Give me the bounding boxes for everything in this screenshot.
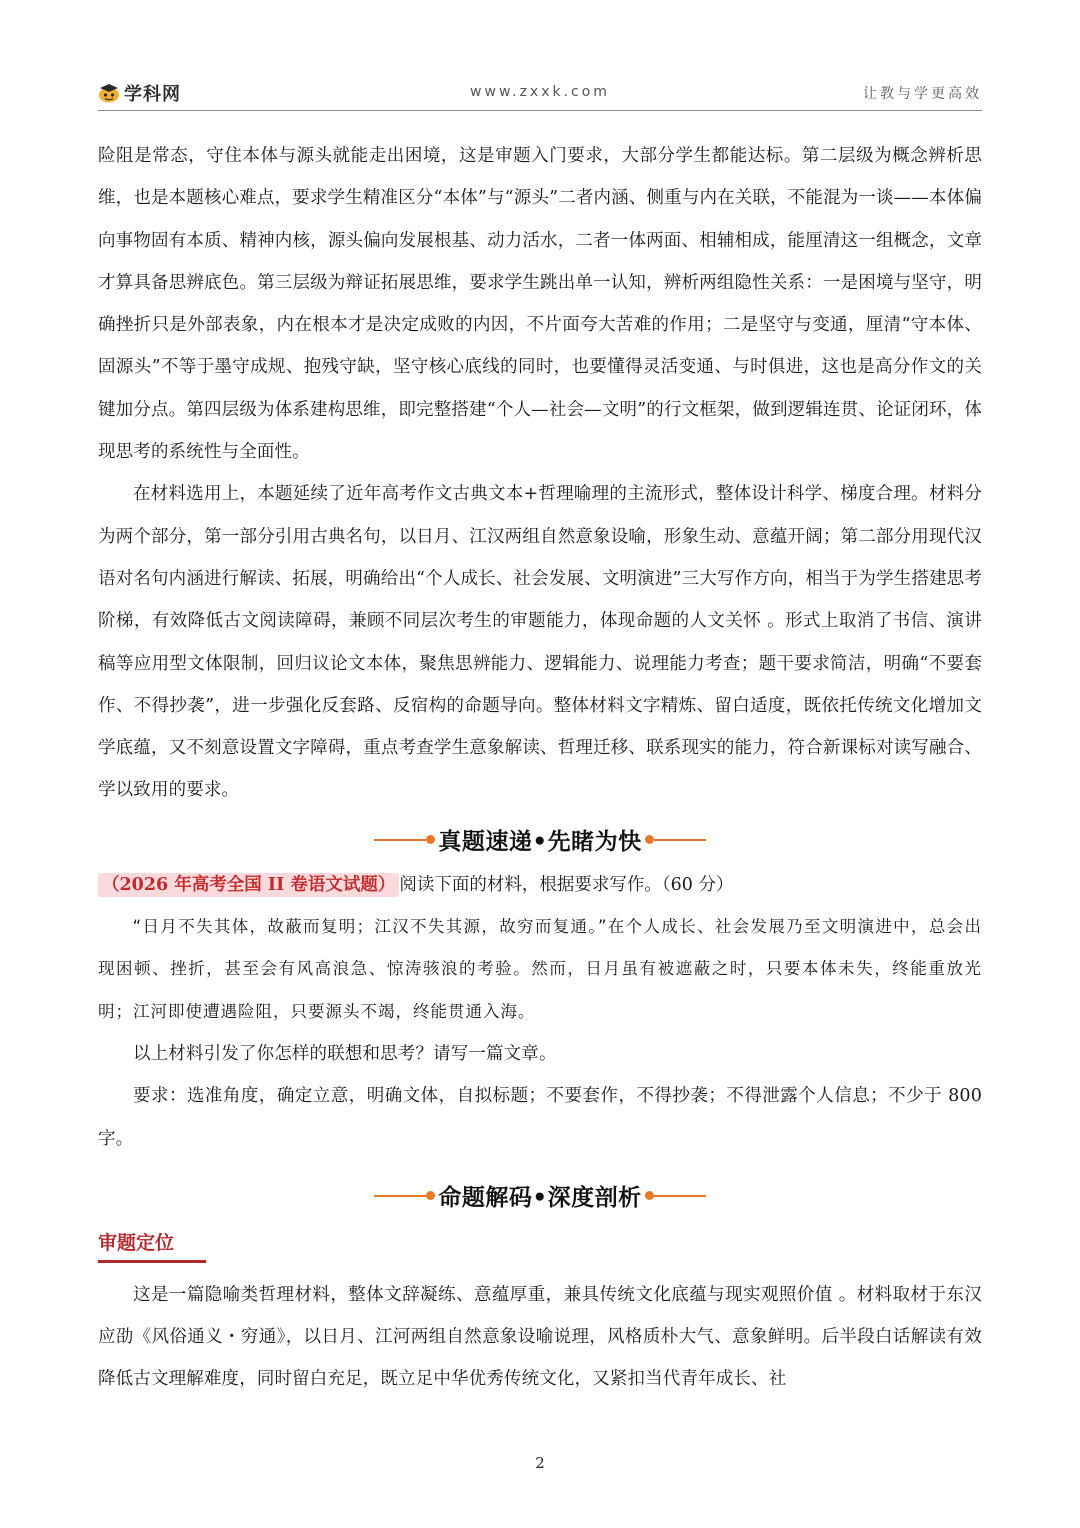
material-quote: “日月不失其体，故蔽而复明；江汉不失其源，故穷而复通。”在个人成长、社会发展乃至文明演进中，总会出现困顿、挫折，甚至会有风高浪急、惊涛骇浪的考验。然而，日月虽有被遮蔽之时，只要本体未失，终能重放光明；江河即使遭遇险阻，只要源头不竭，终能贯通入海。	[98, 917, 982, 1021]
exam-source-tag: （2026 年高考全国 II 卷语文试题）	[98, 873, 399, 897]
section-title-dot-right	[645, 1191, 654, 1200]
section-title-dot-right	[645, 835, 654, 844]
analysis-paragraph: 这是一篇隐喻类哲理材料，整体文辞凝练、意蕴厚重，兼具传统文化底蕴与现实观照价值 。材料取材于东汉应劭《风俗通义・穷通》，以日月、江河两组自然意象设喻说理，风格质朴大气、意象鲜明。后半段白话解读有效降低古文理解难度，同时留白充足，既立足中华优秀传统文化，又紧扣当代青年成长、社	[98, 1284, 982, 1390]
section-title-line-left	[374, 1195, 426, 1197]
section-title-dot-left	[426, 835, 435, 844]
writing-requirements: 要求：选准角度，确定立意，明确文体，自拟标题；不要套作，不得抄袭；不得泄露个人信息；不少于 800 字。	[98, 1086, 982, 1149]
logo-text: 学科网	[124, 84, 181, 105]
page-number: 2	[535, 1454, 545, 1472]
subheading-block	[98, 1228, 982, 1268]
section-title-analysis	[98, 1174, 982, 1218]
writing-prompt: 以上材料引发了你怎样的联想和思考？请写一篇文章。	[133, 1043, 557, 1064]
page-content	[98, 135, 982, 1401]
section-title-text: 命题解码•深度剖析	[438, 1185, 642, 1212]
exam-instruction: 阅读下面的材料，根据要求写作。（60 分）	[399, 874, 734, 895]
page-header	[98, 76, 982, 111]
section-title-dot-left	[426, 1191, 435, 1200]
section-title-line-right	[654, 839, 706, 841]
body-paragraph-2: 在材料选用上，本题延续了近年高考作文古典文本+哲理喻理的主流形式，整体设计科学、梯度合理。材料分为两个部分，第一部分引用古典名句，以日月、江汉两组自然意象设喻，形象生动、意蕴开阔；第二部分用现代汉语对名句内涵进行解读、拓展，明确给出“个人成长、社会发展、文明演进”三大写作方向，相当于为学生搭建思考阶梯，有效降低古文阅读障碍，兼顾不同层次考生的审题能力，体现命题的人文关怀 。形式上取消了书信、演讲稿等应用型文体限制，回归议论文本体，聚焦思辨能力、逻辑能力、说理能力考查；题干要求简洁，明确“不要套作、不得抄袭”，进一步强化反套路、反宿构的命题导向。整体材料文字精炼、留白适度，既依托传统文化增加文学底蕴，又不刻意设置文字障碍，重点考查学生意象解读、哲理迁移、联系现实的能力，符合新课标对读写融合、学以致用的要求。	[98, 484, 982, 801]
section-title-text: 真题速递•先睹为快	[438, 829, 642, 856]
subheading-text: 审题定位	[98, 1228, 206, 1263]
body-paragraph-1: 险阻是常态，守住本体与源头就能走出困境，这是审题入门要求，大部分学生都能达标。第二层级为概念辨析思维，也是本题核心难点，要求学生精准区分“本体”与“源头”二者内涵、侧重与内在关联，不能混为一谈——本体偏向事物固有本质、精神内核，源头偏向发展根基、动力活水，二者一体两面、相辅相成，能厘清这一组概念，文章才算具备思辨底色。第三层级为辩证拓展思维，要求学生跳出单一认知，辨析两组隐性关系：一是困境与坚守，明确挫折只是外部表象，内在根本才是决定成败的内因，不片面夸大苦难的作用；二是坚守与变通，厘清“守本体、固源头”不等于墨守成规、抱残守缺，坚守核心底线的同时，也要懂得灵活变通、与时俱进，这也是高分作文的关键加分点。第四层级为体系建构思维，即完整搭建“个人—社会—文明”的行文框架，做到逻辑连贯、论证闭环，体现思考的系统性与全面性。	[98, 146, 982, 463]
section-title-exam	[98, 818, 982, 862]
header-slogan: 让教与学更高效	[863, 86, 982, 102]
site-url[interactable]: www.zxxk.com	[470, 84, 610, 100]
exam-question-line	[98, 864, 982, 906]
section-title-line-left	[374, 839, 426, 841]
section-title-line-right	[654, 1195, 706, 1197]
